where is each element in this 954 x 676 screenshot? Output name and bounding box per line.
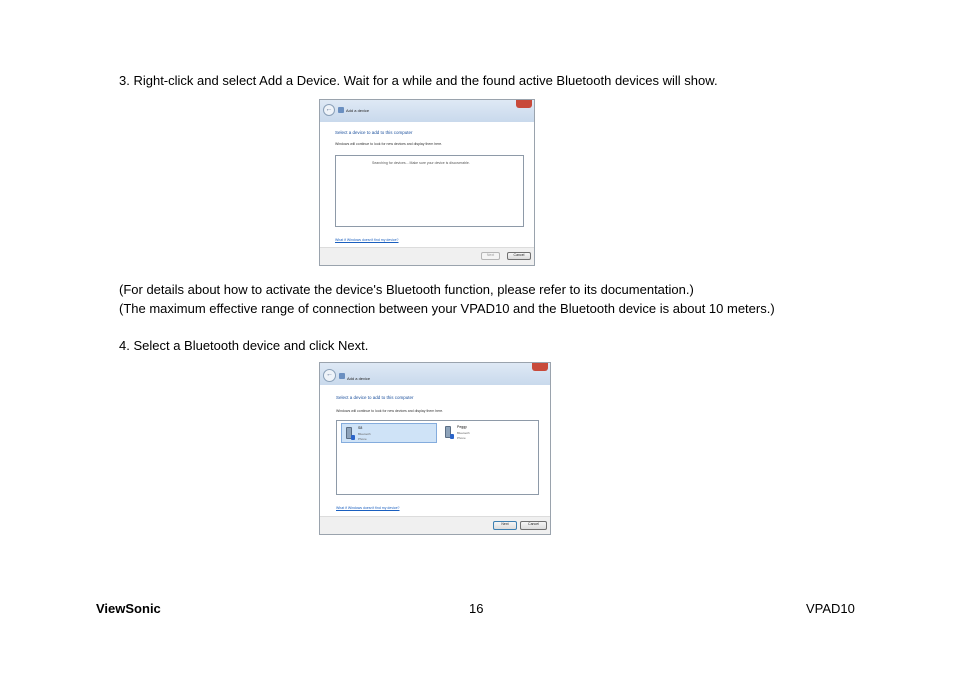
bluetooth-icon [450,434,454,439]
dialog-title: Add a device [347,376,371,381]
back-arrow-icon[interactable]: ← [323,369,336,382]
step-4-instruction: 4. Select a Bluetooth device and click Next. [119,338,369,353]
dialog-heading: Select a device to add to this computer [336,395,414,400]
help-link[interactable]: What if Windows doesn't find my device? [336,506,400,510]
cancel-button[interactable]: Cancel [507,252,531,260]
page-number: 16 [469,601,484,616]
next-button[interactable]: Next [481,252,500,260]
bluetooth-note-1: (For details about how to activate the device's Bluetooth function, please refer to its documentation.) [119,282,694,297]
device-name: Peggy [457,425,467,429]
device-list[interactable] [336,420,539,495]
footer-brand: ViewSonic [96,601,161,616]
dialog-subtext: Windows will continue to look for new devices and display them here. [336,409,444,413]
close-icon[interactable] [532,363,548,371]
device-item-1[interactable] [341,423,437,443]
dialog-titlebar [320,363,550,385]
dialog-button-bar [320,516,550,534]
step-3-instruction: 3. Right-click and select Add a Device. Wait for a while and the found active Bluetooth devices will show. [119,73,718,88]
device-item-2[interactable] [441,423,501,443]
device-category: Phone [358,437,367,441]
device-type: Bluetooth [457,431,470,435]
device-type: Bluetooth [358,432,371,436]
cancel-button[interactable]: Cancel [520,521,547,530]
device-name: S8 [358,426,363,430]
add-device-dialog-select [319,362,551,535]
dialog-heading: Select a device to add to this computer [335,130,413,135]
next-button[interactable]: Next [493,521,517,530]
bluetooth-note-2: (The maximum effective range of connection between your VPAD10 and the Bluetooth device is about 10 meters.) [119,301,775,316]
footer-model: VPAD10 [806,601,855,616]
add-device-dialog-searching [319,99,535,266]
close-icon[interactable] [516,100,532,108]
dialog-button-bar [320,247,534,265]
device-list[interactable] [335,155,524,227]
dialog-titlebar [320,100,534,122]
device-category: Phone [457,436,466,440]
searching-status: Searching for devices... Make sure your device is discoverable. [372,161,470,165]
back-arrow-icon[interactable]: ← [323,104,335,116]
add-device-icon [339,373,345,379]
dialog-subtext: Windows will continue to look for new devices and display them here. [335,142,443,146]
dialog-title: Add a device [346,108,370,113]
bluetooth-icon [351,435,355,440]
add-device-icon [338,107,344,113]
help-link[interactable]: What if Windows doesn't find my device? [335,238,399,242]
